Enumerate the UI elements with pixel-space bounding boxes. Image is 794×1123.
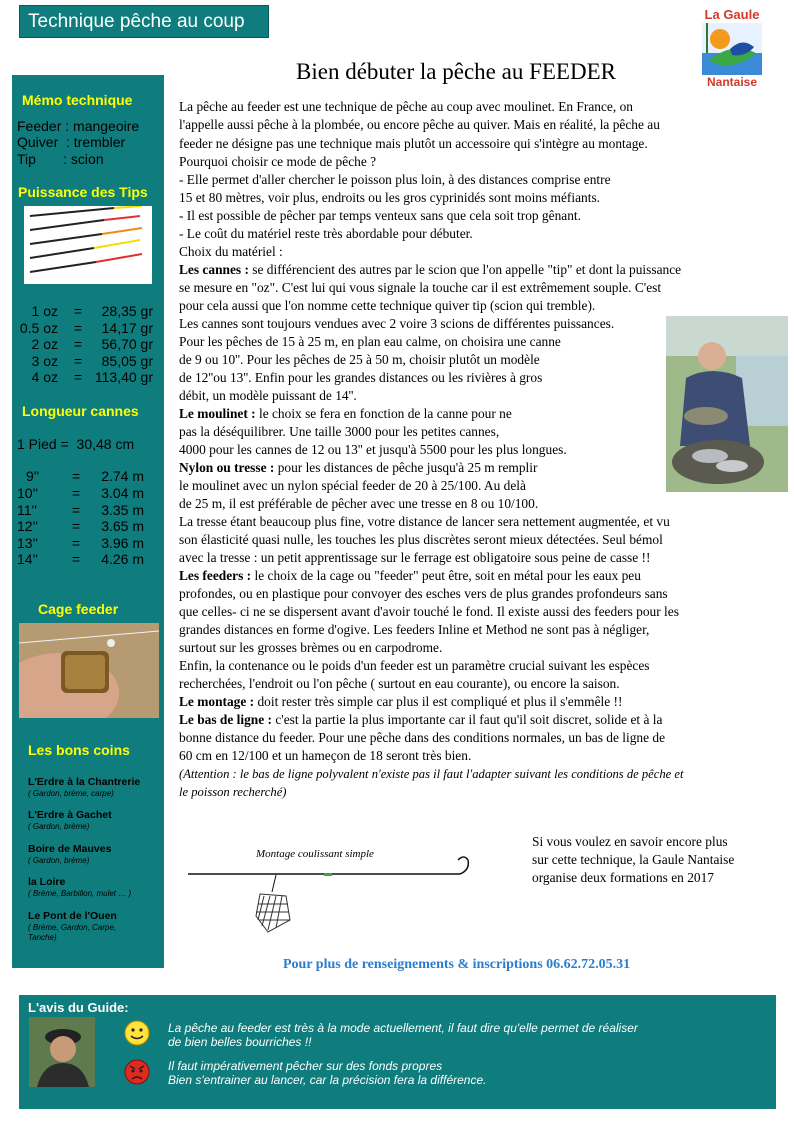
body-line: La pêche au feeder est une technique de pêche au coup avec moulinet. En France, on bbox=[179, 99, 633, 114]
quiver-tips-image bbox=[24, 206, 152, 284]
body-line: 15 et 80 mètres, voir plus, endroits ou les gros cyprinidés sont moins méfiants. bbox=[179, 190, 601, 205]
body-line: Le montage : doit rester très simple car plus il est compliqué et plus il s'emmêle !! bbox=[179, 694, 623, 709]
section-label: Les cannes : bbox=[179, 262, 249, 277]
spot-name: L'Erdre à Gachet bbox=[28, 809, 112, 821]
body-line: 4000 pour les cannes de 12 ou 13'' et jusqu'à 5500 pour les plus longues. bbox=[179, 442, 567, 457]
memo-line: Tip : scion bbox=[17, 151, 104, 167]
body-line: Les cannes sont toujours vendues avec 2 voire 3 scions de différentes puissances. bbox=[179, 316, 615, 331]
body-line: Le bas de ligne : c'est la partie la plus importante car il faut qu'il soit discret, solide et à la bbox=[179, 712, 663, 727]
spot-fish: ( Gardon, brème) bbox=[28, 822, 90, 831]
memo-line: Feeder : mangeoire bbox=[17, 118, 140, 134]
body-line: Les cannes : se différencient des autres par le scion que l'on appelle "tip" et dont la puissance bbox=[179, 262, 682, 277]
guide-panel bbox=[19, 995, 776, 1109]
body-line: Pour les pêches de 15 à 25 m, en plan eau calme, on choisira une canne bbox=[179, 334, 561, 349]
body-line: Enfin, la contenance ou le poids d'un feeder est un paramètre crucial suivant les espèces bbox=[179, 658, 650, 673]
body-line: Choix du matériel : bbox=[179, 244, 283, 259]
logo-line-2: Nantaise bbox=[706, 75, 758, 89]
section-label: Le bas de ligne : bbox=[179, 712, 272, 727]
body-line: le moulinet avec un nylon spécial feeder de 20 à 25/100. Au delà bbox=[179, 478, 526, 493]
spot-fish: ( Gardon, brème) bbox=[28, 856, 90, 865]
body-line: pas la déséquilibrer. Une taille 3000 pour les petites cannes, bbox=[179, 424, 500, 439]
cage-heading: Cage feeder bbox=[38, 601, 119, 617]
body-line: avec la tresse : un petit apprentissage sur le ferrage est obligatoire sous peine de casse !! bbox=[179, 550, 651, 565]
body-line: de 25 m, il est préférable de pêcher avec une tresse en 8 ou 10/100. bbox=[179, 496, 539, 511]
happy-smiley-icon bbox=[123, 1019, 151, 1047]
body-line: pour cela aussi que l'on nomme cette technique quiver tip (scion qui tremble). bbox=[179, 298, 596, 313]
body-line: Nylon ou tresse : pour les distances de pêche jusqu'à 25 m remplir bbox=[179, 460, 538, 475]
guide-negative: Il faut impérativement pêcher sur des fonds propres Bien s'entrainer au lancer, car la précision fera la différence. bbox=[168, 1059, 487, 1087]
body-line: - Elle permet d'aller chercher le poisson plus loin, à des distances comprise entre bbox=[179, 172, 611, 187]
body-line: La tresse étant beaucoup plus fine, votre distance de lancer sera nettement augmentée, et vu bbox=[179, 514, 670, 529]
body-line: débit, un modèle puissant de 14''. bbox=[179, 388, 357, 403]
body-line-note: le poisson recherché) bbox=[179, 785, 287, 799]
section-tab: Technique pêche au coup bbox=[19, 5, 269, 38]
pied-conversion: 1 Pied = 30,48 cm bbox=[17, 436, 135, 452]
section-label: Nylon ou tresse : bbox=[179, 460, 275, 475]
memo-sidebar: Mémo technique Feeder : mangeoire Quiver : trembler Tip : scion Puissance des Tips 1 oz = 28,35 gr 0.5 oz = 14,17 gr 2 oz = 56,70 gr 3 oz = 85,05 gr 4 oz = 113,40 gr Longueur cannes 1 Pied = 30,48 cm 9'' = 2.74 m 10'' = 3.04 m 11'' = 3.35 m 12'' = 3.65 m 13'' = 3.96 m 14'' = 4.26 m Cage feeder Les bons coins L'Erdre à la Chantrerie ( Gardon, brème, carpe) L'Erdre à Gachet ( Gardon, brème) Boire de Mauves ( Gardon, brème) la Loire ( Brème, Barbillon, mulet … ) Le Pont de l'Ouen ( Brème, Gardon, Carpe, Tanche) bbox=[12, 75, 164, 968]
body-line-note: (Attention : le bas de ligne polyvalent n'existe pas il faut l'adapter suivant les conditions de pêche et bbox=[179, 767, 684, 781]
body-line: bonne distance du feeder. Pour une pêche dans des conditions normales, un bas de ligne de bbox=[179, 730, 666, 745]
promo-line: organise deux formations en 2017 bbox=[532, 870, 714, 885]
body-line: Les feeders : le choix de la cage ou "feeder" peut être, soit en métal pour les eaux peu bbox=[179, 568, 641, 583]
spot-name: Le Pont de l'Ouen bbox=[28, 910, 117, 922]
logo-line-1: La Gaule bbox=[704, 7, 760, 22]
guide-title: L'avis du Guide: bbox=[28, 1000, 129, 1015]
promo-line: Si vous voulez en savoir encore plus bbox=[532, 834, 728, 849]
logo-fish-icon bbox=[702, 23, 762, 75]
spot-name: Boire de Mauves bbox=[28, 843, 112, 855]
guide-positive: La pêche au feeder est très à la mode actuellement, il faut dire qu'elle permet de réaliser de bien belles bourriches !! bbox=[168, 1021, 638, 1049]
body-line: recherchées, l'endroit ou l'on pêche ( surtout en eau courante), ou encore la saison. bbox=[179, 676, 620, 691]
cage-feeder-image bbox=[19, 623, 159, 718]
body-line: de 12''ou 13''. Enfin pour les grandes distances ou les rivières à gros bbox=[179, 370, 543, 385]
section-label: Les feeders : bbox=[179, 568, 252, 583]
angler-photo bbox=[666, 316, 788, 492]
body-line: - Il est possible de pêcher par temps venteux sans que cela soit trop gênant. bbox=[179, 208, 581, 223]
section-label: Le montage : bbox=[179, 694, 255, 709]
spots-heading: Les bons coins bbox=[28, 742, 130, 758]
body-line: feeder ne désigne pas une technique mais plutôt un accessoire qui s'intègre au montage. bbox=[179, 136, 648, 151]
montage-diagram bbox=[186, 840, 476, 945]
page-title: Bien débuter la pêche au FEEDER bbox=[296, 59, 616, 84]
memo-heading: Mémo technique bbox=[22, 92, 133, 108]
body-line: Le moulinet : le choix se fera en fonction de la canne pour ne bbox=[179, 406, 512, 421]
spot-name: L'Erdre à la Chantrerie bbox=[28, 776, 141, 788]
training-promo bbox=[532, 833, 792, 887]
contact-line: Pour plus de renseignements & inscriptions 06.62.72.05.31 bbox=[283, 957, 631, 972]
body-line: se mesure en "oz". C'est lui qui vous signale la touche car il est extrêmement souple. C'est bbox=[179, 280, 662, 295]
section-label: Le moulinet : bbox=[179, 406, 256, 421]
body-line: Pourquoi choisir ce mode de pêche ? bbox=[179, 154, 377, 169]
body-line: que celles- ci ne se dispersent avant d'avoir touché le fond. Il existe aussi des feeders pour les bbox=[179, 604, 679, 619]
club-logo bbox=[697, 8, 767, 98]
promo-line: sur cette technique, la Gaule Nantaise bbox=[532, 852, 735, 867]
body-line: 60 cm en 12/100 et un hameçon de 18 seront très bien. bbox=[179, 748, 472, 763]
body-line: profondes, ou en plastique pour convoyer des esches vers de plus grandes profondeurs sans bbox=[179, 586, 668, 601]
memo-line: Quiver : trembler bbox=[17, 134, 126, 150]
guide-photo bbox=[29, 1017, 95, 1087]
body-line: l'appelle aussi pêche à la plombée, ou encore pêche au quiver. Mais en réalité, la pêche au bbox=[179, 117, 660, 132]
body-line: - Le coût du matériel reste très abordable pour débuter. bbox=[179, 226, 473, 241]
tips-heading: Puissance des Tips bbox=[18, 184, 148, 200]
diagram-label: Montage coulissant simple bbox=[256, 848, 374, 860]
body-line: surtout sur les grosses brèmes ou en carpodrome. bbox=[179, 640, 443, 655]
spot-fish: ( Brème, Barbillon, mulet … ) bbox=[28, 889, 132, 898]
body-line: son élasticité quasi nulle, les touches les plus discrètes seront mieux détectées. Seul bémol bbox=[179, 532, 663, 547]
angry-smiley-icon bbox=[123, 1058, 151, 1086]
length-heading: Longueur cannes bbox=[22, 403, 139, 419]
spot-fish: ( Brème, Gardon, Carpe, Tanche) bbox=[28, 923, 117, 942]
spot-fish: ( Gardon, brème, carpe) bbox=[28, 789, 114, 798]
body-line: de 9 ou 10''. Pour les pêches de 25 à 50 m, choisir plutôt un modèle bbox=[179, 352, 540, 367]
spot-name: la Loire bbox=[28, 876, 66, 888]
body-line: grandes distances en forme d'ogive. Les feeders Inline et Method ne sont pas à négliger, bbox=[179, 622, 650, 637]
